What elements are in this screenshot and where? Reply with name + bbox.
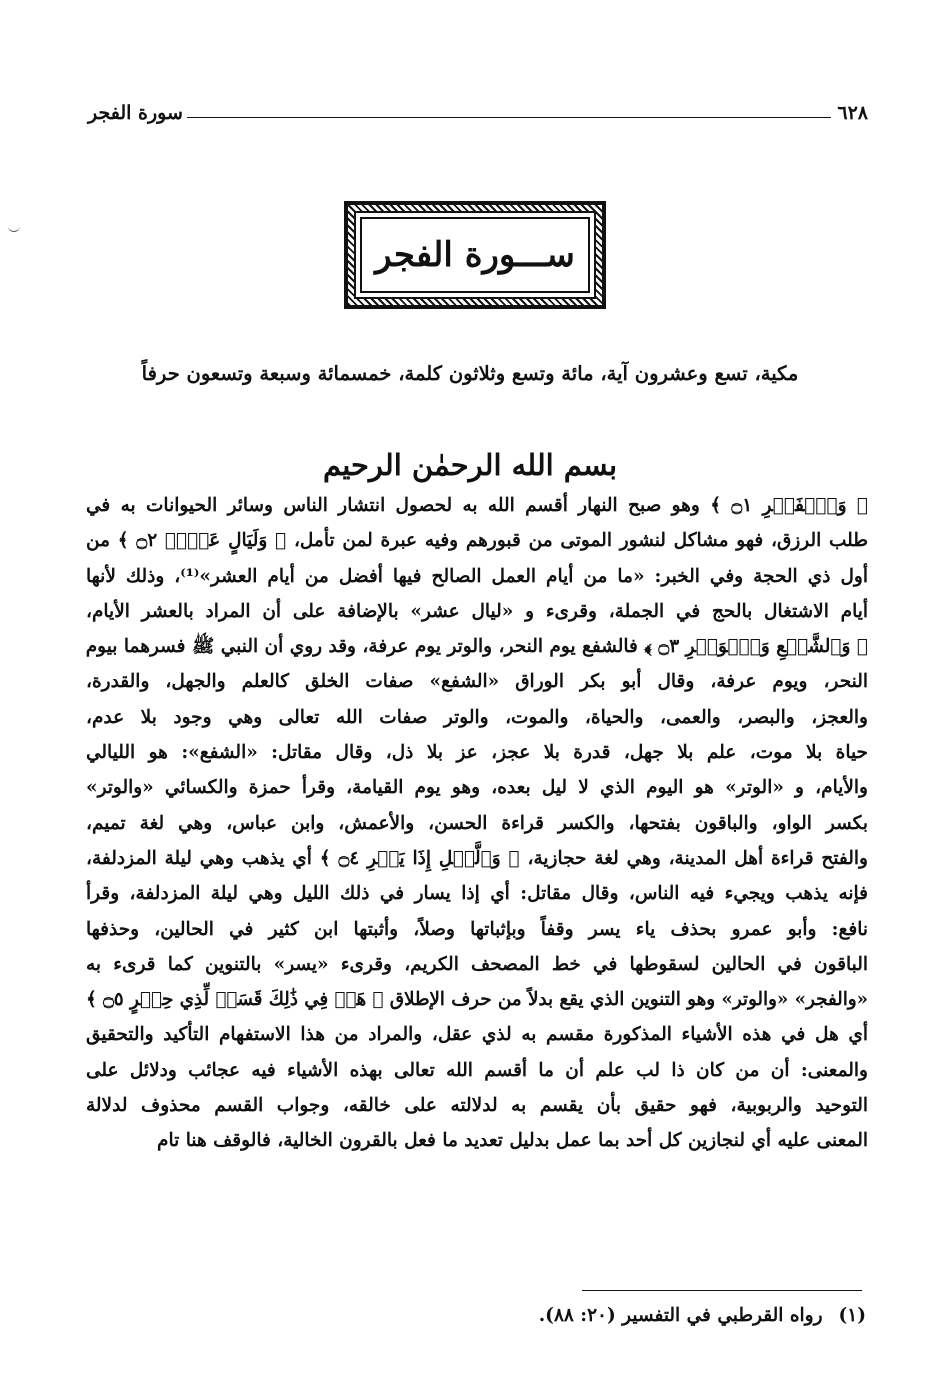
body-line: ﴿ وَٱلۡفَجۡرِ ۝١ ﴾ وهو صبح النهار أقسم الله به لحصول انتشار الناس وسائر الحيوانات به في — [86, 495, 868, 516]
footnote-text: رواه القرطبي في التفسير (٢٠: ٨٨). — [538, 1305, 823, 1326]
body-line: المعنى عليه أي لنجازين كل أحد بما عمل بدليل تعديد ما فعل بالقرون الخالية، فالوقف هنا تام — [157, 1130, 868, 1152]
body-line: «والفجر» «والوتر» وهو التنوين الذي يقع بدلاً من حرف الإطلاق ﴿ هَلۡ فِي ذَٰلِكَ قَسَمٞ لِّذِي حِجۡرٍ ۝٥ ﴾ — [86, 989, 868, 1011]
basmala: بسم الله الرحمٰن الرحيم — [322, 448, 618, 482]
body-line: فإنه يذهب ويجيء فيه الناس، وقال مقاتل: أي إذا يسار في ذلك الليل وهي ليلة المزدلفة، وقرأ — [86, 883, 868, 905]
footnote — [400, 1305, 866, 1326]
body-line: أول ذي الحجة وفي الخبر: «ما من أيام العمل الصالح فيها أفضل من أيام العشر»⁽¹⁾، وذلك لأنها — [86, 565, 868, 587]
running-header-title: سورة الفجر — [88, 102, 183, 124]
body-line: بكسر الواو، والباقون بفتحها، والكسر قراءة الحسن، والأعمش، وابن عباس، وهي لغة تميم، — [86, 812, 868, 834]
body-line: ﴿ وَٱلشَّفۡعِ وَٱلۡوَتۡرِ ۝٣ ﴾ فالشفع يوم النحر، والوتر يوم عرفة، وقد روي أن النبي ﷺ فسرهما بيوم — [86, 636, 868, 658]
body-line: حياة بلا موت، علم بلا جهل، قدرة بلا عجز، عز بلا ذل، وقال مقاتل: «الشفع»: هو الليالي — [86, 742, 868, 764]
body-line: أيام الاشتغال بالحج في الجملة، وقرىء و «ليال عشر» بالإضافة على أن المراد بالعشر الأيام، — [86, 600, 868, 622]
body-line: الباقون في الحالين لسقوطها في خط المصحف الكريم، وقرىء «يسر» بالتنوين كما قرىء به — [86, 953, 868, 975]
title-frame-band — [354, 211, 596, 299]
surah-info: مكية، تسع وعشرون آية، مائة وتسع وثلاثون كلمة، خمسمائة وسبعة وتسعون حرفاً — [141, 362, 799, 385]
body-line: والعجز، والبصر، والعمى، والحياة، والموت، والوتر صفات الله تعالى وهي وجود بلا عدم، — [86, 706, 868, 728]
body-line: والفتح قراءة أهل المدينة، وهي لغة حجازية، ﴿ وَٱلَّيۡلِ إِذَا يَسۡرِ ۝٤ ﴾ أي يذهب وهي ليلة المزدلفة، — [86, 847, 868, 869]
surah-title-frame — [344, 201, 606, 309]
page-number: ٦٢٨ — [837, 102, 868, 124]
body-line: التوحيد والربوبية، فهو حقيق بأن يقسم به لدلالته على خالقه، وجواب القسم محذوف لدلالة — [86, 1095, 868, 1117]
body-line: النحر، ويوم عرفة، وقال أبو بكر الوراق «الشفع» صفات الخلق كالعلم والجهل، والقدرة، — [86, 671, 868, 693]
body-line: أي هل في هذه الأشياء المذكورة مقسم به لذي عقل، والمراد من هذا الاستفهام التأكيد والتحقيق — [86, 1024, 868, 1046]
tafsir-body — [86, 488, 868, 1159]
body-line: نافع: وأبو عمرو بحذف ياء يسر وقفاً وبإثباتها وصلاً، وأثبتها ابن كثير في الحالين، وحذفها — [86, 918, 868, 940]
body-line: طلب الرزق، فهو مشاكل لنشور الموتى من قبورهم وفيه عبرة لمن تأمل، ﴿ وَلَيَالٍ عَشۡرٖ ۝٢ ﴾ من — [86, 530, 868, 552]
body-line: والمعنى: أن من كان ذا لب علم أن ما أقسم الله تعالى بهذه الأشياء فيه عجائب ودلائل على — [86, 1059, 868, 1081]
footnote-rule — [582, 1290, 862, 1291]
surah-title: ســـورة الفجر — [360, 217, 590, 293]
running-header — [88, 98, 868, 128]
header-rule — [187, 117, 831, 118]
body-line: والأيام، و «الوتر» هو اليوم الذي لا ليل بعده، وهو يوم القيامة، وقرأ حمزة والكسائي «والوتر» — [86, 777, 868, 799]
scan-mark — [8, 226, 20, 232]
footnote-marker: (١) — [838, 1305, 866, 1326]
